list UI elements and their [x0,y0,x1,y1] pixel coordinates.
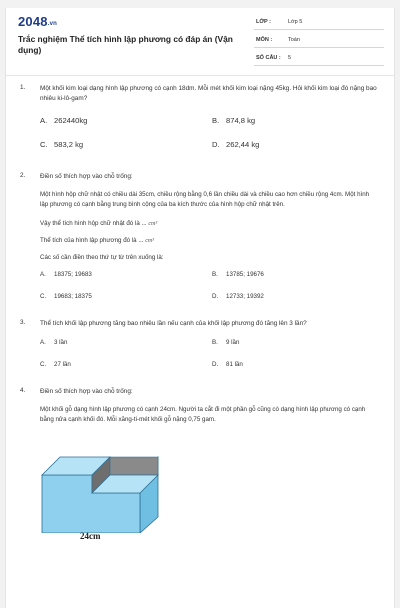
meta-info [254,15,384,69]
meta-value: Lớp 5 [288,19,303,25]
cube-figure [40,437,160,547]
option-text: 12733; 19392 [226,293,264,300]
order-instruction: Các số cần điền theo thứ tự từ trên xuống là: [40,254,164,261]
answer-options [40,339,378,377]
option-text: 18375; 19683 [54,271,92,278]
option-text: 9 lần [226,339,240,346]
question-paragraph: Một khối gỗ dạng hình lập phương có cạnh 24cm. Người ta cắt đi một phần gỗ cũng có dạng hình lập phương có cạnh bằng nửa cạnh khối đó. Mỗi xăng-ti-mét khối gỗ nặng 0,75 gam. [40,406,366,423]
option-text: 262,44 kg [226,140,260,149]
meta-row-class [254,15,384,30]
blank-text: Vậy thể tích hình hộp chữ nhật đó là ... [40,220,149,227]
meta-value: 5 [288,55,292,61]
unit-text: cm³ [148,221,158,227]
option-letter: B. [212,116,220,125]
option-a[interactable] [40,339,67,346]
page-title: Trắc nghiệm Thể tích hình lập phương có đáp án (Vận dụng) [18,34,233,55]
option-letter: C. [40,140,48,149]
cut-cube-illustration [40,437,160,533]
option-letter: C. [40,361,47,368]
option-b[interactable] [212,116,255,125]
option-text: 262440kg [54,116,88,125]
option-text: 874,8 kg [226,116,256,125]
question-text: Thể tích khối lập phương tăng bao nhiêu lần nếu cạnh của khối lập phương đó tăng lên 3 lần? [40,320,307,327]
logo-suffix-text: .vn [47,21,58,27]
option-row [40,361,378,377]
option-text: 81 lần [226,361,243,368]
option-text: 583,2 kg [54,140,84,149]
fill-blank-line [40,237,378,244]
question-1 [20,84,378,158]
option-c[interactable] [40,293,92,300]
header-divider [6,75,394,76]
document-page [5,8,395,608]
option-row [40,339,378,355]
option-a[interactable] [40,271,92,278]
option-row [40,116,378,134]
answer-options [40,116,378,158]
unit-text: cm³ [145,238,154,244]
meta-key: SỐ CÂU : [256,55,281,61]
fill-blank-line [40,220,378,227]
site-logo[interactable] [18,14,57,29]
option-letter: C. [40,293,47,300]
option-letter: B. [212,339,218,346]
option-row [40,140,378,158]
option-c[interactable] [40,361,71,368]
option-b[interactable] [212,339,239,346]
question-2 [20,172,378,309]
option-text: 13785; 19676 [226,271,264,278]
question-paragraph: Một hình hộp chữ nhật có chiều dài 35cm, chiều rộng bằng 0,6 lần chiều dài và chiều cao hơn chiều rộng 4cm. Một hình lập phương có cạnh bằng trung bình cộng của ba kích thước của hình hộp chữ nhật trên. [40,191,370,208]
blank-text: Thể tích của hình lập phương đó là ... [40,237,146,244]
option-letter: A. [40,271,46,278]
option-text: 3 lần [54,339,68,346]
option-row [40,271,378,287]
question-number: 4. [20,387,26,394]
option-letter: D. [212,361,219,368]
meta-row-count [254,51,384,66]
option-d[interactable] [212,293,264,300]
option-letter: D. [212,140,220,149]
document-header [6,8,394,73]
option-d[interactable] [212,361,243,368]
meta-key: MÔN : [256,37,273,43]
logo-main-text: 2048 [18,14,48,29]
option-a[interactable] [40,116,87,125]
option-letter: B. [212,271,218,278]
option-letter: D. [212,293,219,300]
question-number: 1. [20,84,26,91]
option-letter: A. [40,116,48,125]
meta-value: Toán [288,37,300,43]
question-text: Điền số thích hợp vào chỗ trống: [40,173,133,180]
option-text: 19683; 18375 [54,293,92,300]
question-4 [20,387,378,547]
option-text: 27 lần [54,361,71,368]
option-row [40,293,378,309]
question-list [6,84,394,557]
question-text: Một khối kim loại dạng hình lập phương có cạnh 18dm. Mỗi mét khối kim loại nặng 45kg. Hỏi khối kim loại đó nặng bao nhiêu ki-lô-gam? [40,85,377,102]
option-d[interactable] [212,140,259,149]
meta-row-subject [254,33,384,48]
question-3 [20,319,378,377]
meta-key: LỚP : [256,19,271,25]
figure-dimension-label: 24cm [80,531,101,541]
option-c[interactable] [40,140,83,149]
option-b[interactable] [212,271,264,278]
cut-inner-back [110,457,158,475]
question-text: Điền số thích hợp vào chỗ trống: [40,388,133,395]
question-number: 2. [20,172,26,179]
answer-options [40,271,378,309]
question-number: 3. [20,319,26,326]
option-letter: A. [40,339,46,346]
